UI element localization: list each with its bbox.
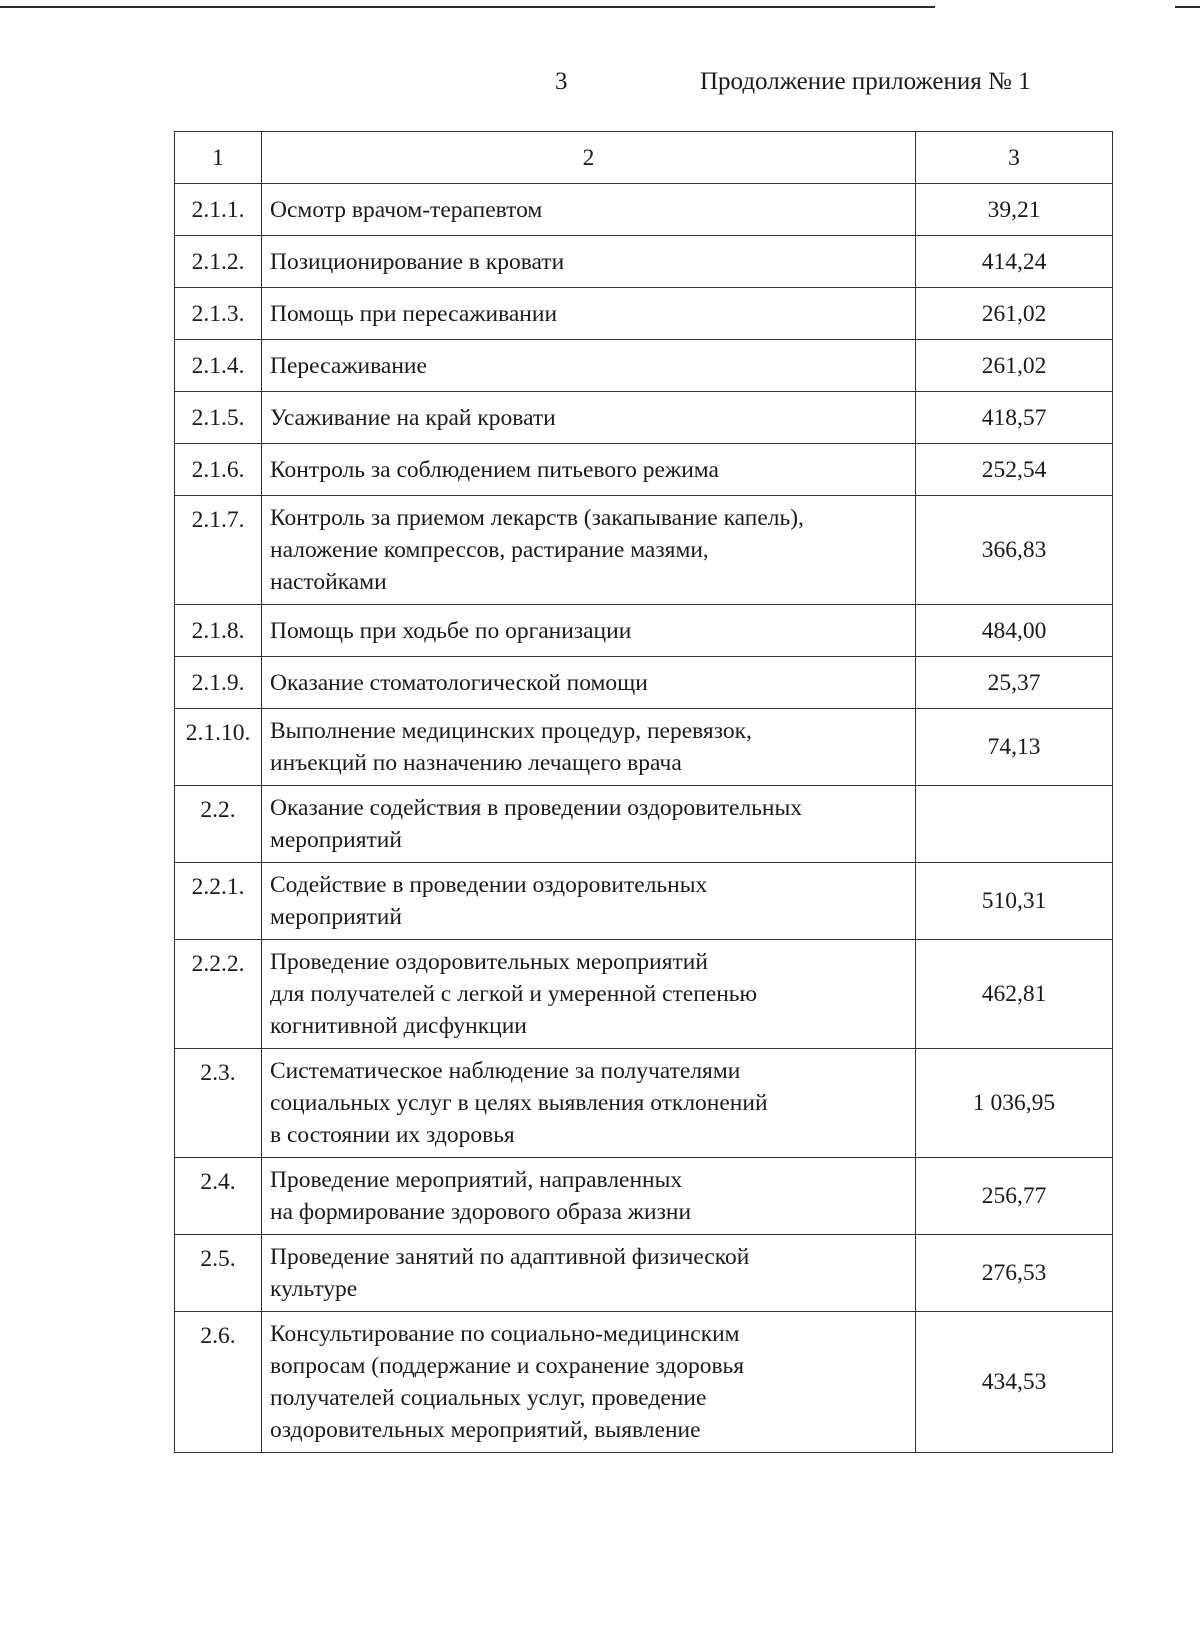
table-row (175, 863, 1113, 940)
table-row (175, 786, 1113, 863)
row-service-name: Выполнение медицинских процедур, перевязок, инъекций по назначению лечащего врача (262, 709, 916, 786)
row-number: 2.1.3. (175, 288, 262, 340)
row-service-name: Осмотр врачом-терапевтом (262, 184, 916, 236)
table-row (175, 940, 1113, 1049)
row-number: 2.1.5. (175, 392, 262, 444)
row-service-name: Оказание содействия в проведении оздоровительных мероприятий (262, 786, 916, 863)
row-value: 484,00 (916, 605, 1113, 657)
table-row (175, 709, 1113, 786)
table-row (175, 236, 1113, 288)
row-number: 2.1.6. (175, 444, 262, 496)
table-row (175, 184, 1113, 236)
row-number: 2.5. (175, 1235, 262, 1312)
row-service-name: Проведение занятий по адаптивной физической культуре (262, 1235, 916, 1312)
row-service-name: Усаживание на край кровати (262, 392, 916, 444)
row-number: 2.2.2. (175, 940, 262, 1049)
row-service-name: Помощь при ходьбе по организации (262, 605, 916, 657)
column-header-name: 2 (262, 132, 916, 184)
row-value: 1 036,95 (916, 1049, 1113, 1158)
row-value: 418,57 (916, 392, 1113, 444)
row-service-name: Контроль за приемом лекарств (закапывание капель), наложение компрессов, растирание мазями, настойками (262, 496, 916, 605)
table-row (175, 288, 1113, 340)
table-row (175, 1049, 1113, 1158)
row-service-name: Оказание стоматологической помощи (262, 657, 916, 709)
row-service-name: Проведение оздоровительных мероприятий для получателей с легкой и умеренной степенью когнитивной дисфункции (262, 940, 916, 1049)
row-number: 2.2. (175, 786, 262, 863)
row-value: 39,21 (916, 184, 1113, 236)
row-number: 2.6. (175, 1312, 262, 1453)
table-row (175, 496, 1113, 605)
table-row (175, 657, 1113, 709)
row-value: 414,24 (916, 236, 1113, 288)
table-row (175, 1235, 1113, 1312)
row-number: 2.1.10. (175, 709, 262, 786)
row-number: 2.1.9. (175, 657, 262, 709)
continuation-title: Продолжение приложения № 1 (700, 68, 1031, 95)
column-header-number: 1 (175, 132, 262, 184)
row-service-name: Консультирование по социально-медицинским вопросам (поддержание и сохранение здоровья получателей социальных услуг, проведение оздоровительных мероприятий, выявление (262, 1312, 916, 1453)
row-number: 2.2.1. (175, 863, 262, 940)
row-value: 256,77 (916, 1158, 1113, 1235)
row-number: 2.1.1. (175, 184, 262, 236)
services-tariff-table (174, 131, 1113, 1453)
row-number: 2.1.7. (175, 496, 262, 605)
row-service-name: Позиционирование в кровати (262, 236, 916, 288)
table-row (175, 1158, 1113, 1235)
row-service-name: Помощь при пересаживании (262, 288, 916, 340)
row-value: 366,83 (916, 496, 1113, 605)
row-value: 261,02 (916, 288, 1113, 340)
row-value: 74,13 (916, 709, 1113, 786)
table-row (175, 605, 1113, 657)
row-value: 510,31 (916, 863, 1113, 940)
row-service-name: Пересаживание (262, 340, 916, 392)
row-value: 434,53 (916, 1312, 1113, 1453)
table-row (175, 444, 1113, 496)
row-service-name: Проведение мероприятий, направленных на формирование здорового образа жизни (262, 1158, 916, 1235)
row-service-name: Систематическое наблюдение за получателями социальных услуг в целях выявления отклонений в состоянии их здоровья (262, 1049, 916, 1158)
row-number: 2.1.2. (175, 236, 262, 288)
table-row (175, 1312, 1113, 1453)
row-number: 2.1.8. (175, 605, 262, 657)
row-number: 2.4. (175, 1158, 262, 1235)
row-value: 261,02 (916, 340, 1113, 392)
row-value (916, 786, 1113, 863)
row-value: 252,54 (916, 444, 1113, 496)
row-value: 25,37 (916, 657, 1113, 709)
row-value: 276,53 (916, 1235, 1113, 1312)
table-header-row (175, 132, 1113, 184)
table-row (175, 340, 1113, 392)
row-service-name: Содействие в проведении оздоровительных мероприятий (262, 863, 916, 940)
row-value: 462,81 (916, 940, 1113, 1049)
page-number: 3 (555, 68, 568, 95)
table-row (175, 392, 1113, 444)
row-number: 2.1.4. (175, 340, 262, 392)
row-service-name: Контроль за соблюдением питьевого режима (262, 444, 916, 496)
column-header-value: 3 (916, 132, 1113, 184)
scan-edge-line-right (1175, 6, 1200, 8)
row-number: 2.3. (175, 1049, 262, 1158)
scan-edge-line (0, 6, 935, 8)
